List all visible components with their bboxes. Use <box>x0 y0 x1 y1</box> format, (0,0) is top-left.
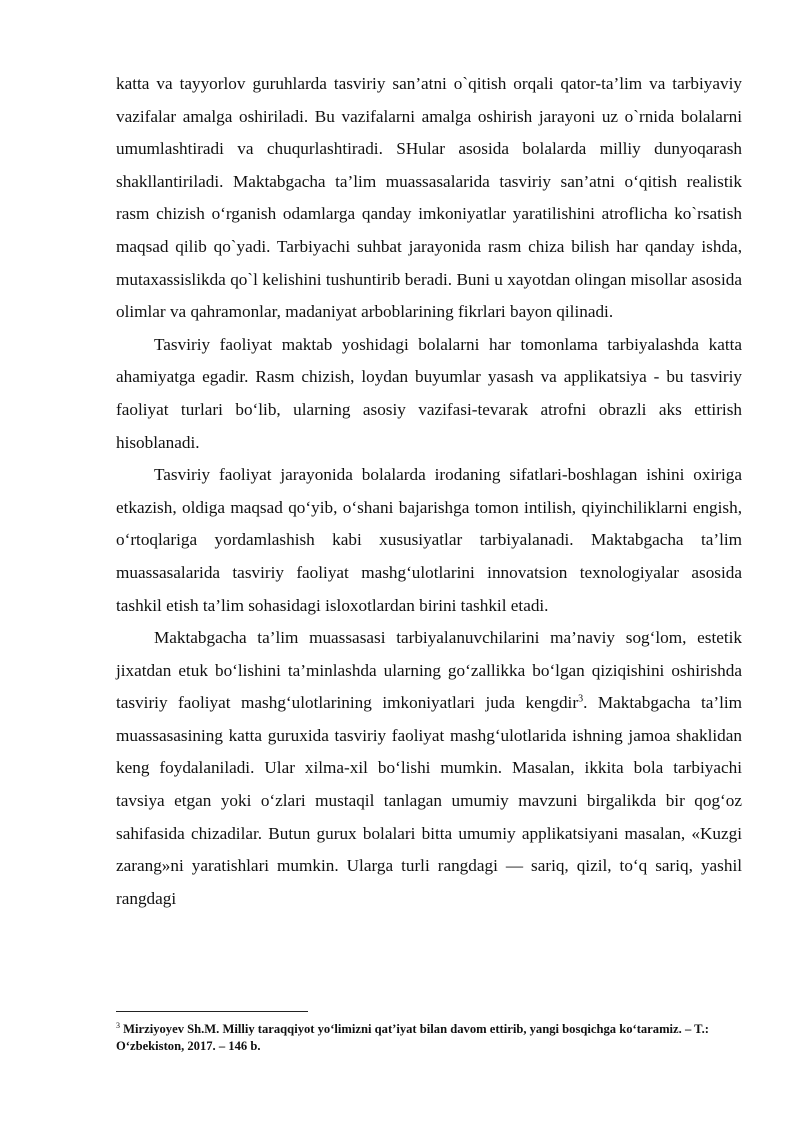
footnote-separator <box>116 1011 308 1012</box>
footnote-marker: 3 <box>116 1020 120 1030</box>
paragraph-2: Tasviriy faoliyat maktab yoshidagi bolalarni har tomonlama tarbiyalashda katta ahamiyatga egadir. Rasm chizish, loydan buyumlar yasash va applikatsiya - bu tasviriy faoliyat turlari bo‘lib, ularning asosiy vazifasi-tevarak atrofni obrazli aks ettirish hisoblanadi. <box>116 334 742 452</box>
footnote-text: Mirziyoyev Sh.M. Milliy taraqqiyot yo‘limizni qat’iyat bilan davom ettirib, yangi bosqichga ko‘taramiz. – T.: O‘zbekiston, 2017. – 146 b. <box>116 1022 709 1053</box>
paragraph-4 <box>116 622 742 915</box>
document-body <box>116 68 742 915</box>
paragraph-4-text-start: Maktabgacha ta’lim muassasasi tarbiyalanuvchilarini ma’naviy sog‘lom, estetik jixatdan etuk bo‘lishini ta’minlashda ularning go‘zallikka bo‘lgan qiziqishini oshirishda tasviriy faoliyat mashg‘ulotlarining imkoniyatlari juda kengdir <box>116 628 742 713</box>
paragraph-1: katta va tayyorlov guruhlarda tasviriy san’atni o`qitish orqali qator-ta’lim va tarbiyaviy vazifalar amalga oshiriladi. Bu vazifalarni amalga oshirish jarayoni uz o`rnida bolalarni umumlashtiradi va chuqurlashtiradi. SHular asosida bolalarda milliy dunyoqarash shakllantiriladi. Maktabgacha ta’lim muassasalarida tasviriy san’atni o‘qitish realistik rasm chizish o‘rganish odamlarga qanday imkoniyatlar yaratilishini atroflicha ko`rsatish maqsad qilib qo`yadi. Tarbiyachi suhbat jarayonida rasm chiza bilish har qanday ishda, mutaxassislikda qo`l kelishini tushuntirib beradi. Buni u xayotdan olingan misollar asosida olimlar va qahramonlar, madaniyat arboblarining fikrlari bayon qilinadi. <box>116 74 742 322</box>
paragraph-4-text-end: . Maktabgacha ta’lim muassasasining katta guruxida tasviriy faoliyat mashg‘ulotlarida ishning jamoa shaklidan keng foydalaniladi. Ular xilma-xil bo‘lishi mumkin. Masalan, ikkita bola tarbiyachi tavsiya etgan yoki o‘zlari mustaqil tanlagan umumiy mavzuni birgalikda bir qog‘oz sahifasida chizadilar. Butun gurux bolalari bitta umumiy applikatsiyani masalan, «Kuzgi zarang»ni yaratishlari mumkin. Ularga turli rangdagi — sariq, qizil, to‘q sariq, yashil rangdagi <box>116 693 742 908</box>
footnote-reference: 3 <box>578 693 584 705</box>
paragraph-3: Tasviriy faoliyat jarayonida bolalarda irodaning sifatlari-boshlagan ishini oxiriga etkazish, oldiga maqsad qo‘yib, o‘shani bajarishga tomon intilish, qiyinchiliklarni engish, o‘rtoqlariga yordamlashish kabi xususiyatlar tarbiyalanadi. Maktabgacha ta’lim muassasalarida tasviriy faoliyat mashg‘ulotlarini innovatsion texnologiyalar asosida tashkil etish ta’lim sohasidagi isloxotlardan birini tashkil etadi. <box>116 465 742 615</box>
footnote <box>116 1021 742 1055</box>
